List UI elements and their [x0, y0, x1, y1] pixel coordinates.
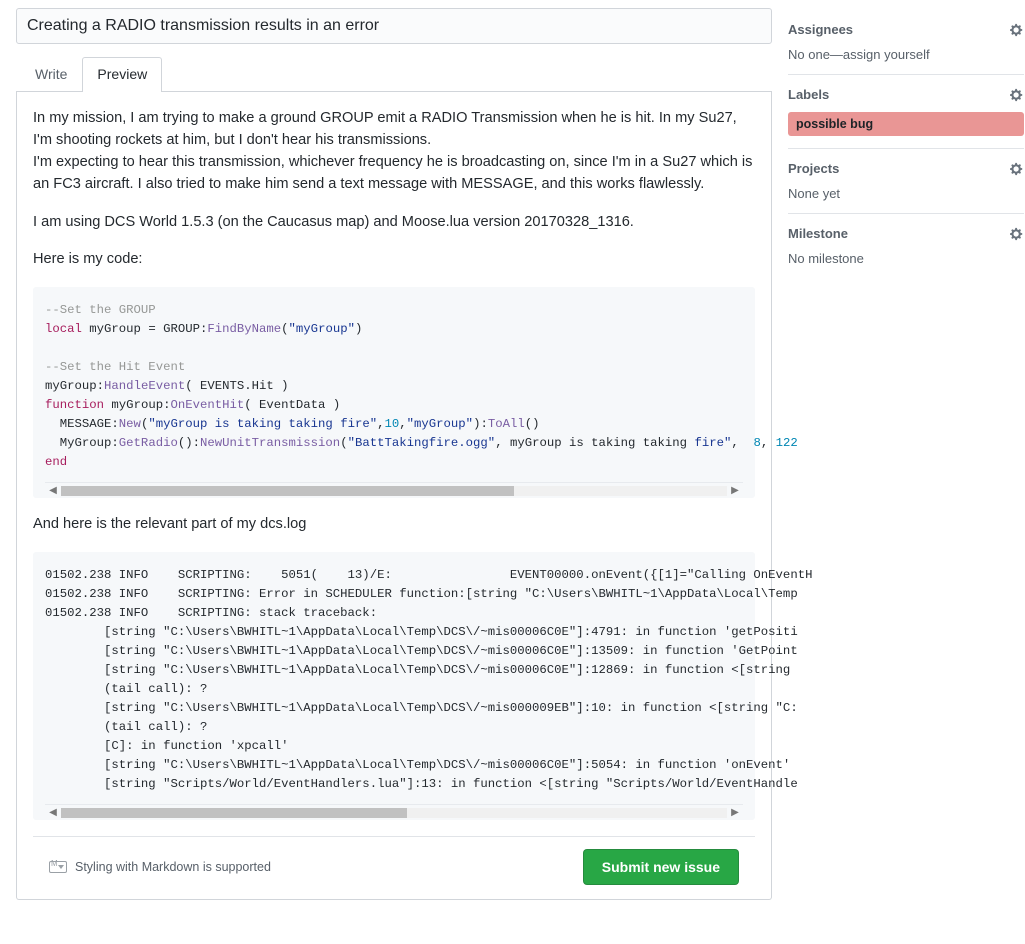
- sidebar-section-projects: [788, 161, 1024, 214]
- sidebar-projects-value: None yet: [788, 186, 841, 201]
- preview-paragraph-1: In my mission, I am trying to make a ground GROUP emit a RADIO Transmission when he is hit. In my Su27, I'm shooting rockets at him, but I don't hear his transmissions. I'm expecting to hear this transmission, whichever frequency he is broadcasting on, since I'm in a Su27 which is an FC3 aircraft. I also tried to make him send a text message with MESSAGE, and this works flawlessly.: [33, 110, 753, 192]
- issue-title-input[interactable]: [16, 8, 772, 44]
- code-lua-hscrollbar[interactable]: [45, 482, 743, 498]
- sidebar-assignees-header: [788, 22, 1024, 37]
- sidebar-section-assignees: [788, 22, 1024, 75]
- sidebar-labels-title: Labels: [788, 87, 830, 102]
- sidebar-milestone-value: No milestone: [788, 251, 864, 266]
- issue-sidebar: [788, 8, 1024, 944]
- scroll-left-icon[interactable]: ◀: [49, 484, 57, 496]
- preview-paragraph-3: Here is my code:: [33, 251, 143, 268]
- scroll-right-icon[interactable]: ▶: [731, 806, 739, 818]
- sidebar-section-labels: [788, 87, 1024, 149]
- code-block-log-content: 01502.238 INFO SCRIPTING: 5051( 13)/E: EVENT00000.onEvent({[1]="Calling OnEventH 01502.238 INFO SCRIPTING: Error in SCHEDULER function:[string "C:\Users\BWHITL~1\AppData\Local\Temp 01502.238 INFO SCRIPTING: stack traceback: [string "C:\Users\BWHITL~1\AppData\Local\Temp\DCS\/~mis00006C0E"]:4791: in function 'getPositi [string "C:\Users\BWHITL~1\AppData\Local\Temp\DCS\/~mis00006C0E"]:13509: in function 'GetPoint [string "C:\Users\BWHITL~1\AppData\Local\Temp\DCS\/~mis00006C0E"]:12869: in function <[string (tail call): ? [string "C:\Users\BWHITL~1\AppData\Local\Temp\DCS\/~mis000009EB"]:10: in function <[string "C: (tail call): ? [C]: in function 'xpcall' [string "C:\Users\BWHITL~1\AppData\Local\Temp\DCS\/~mis00006C0E"]:5054: in function 'onEvent' [string "Scripts/World/EventHandlers.lua"]:13: in function <[string "Scripts/World/EventHandle: [45, 568, 813, 792]
- sidebar-projects-header: [788, 161, 1024, 176]
- scroll-right-icon[interactable]: ▶: [731, 484, 739, 496]
- code-lua-scroll-thumb[interactable]: [61, 486, 514, 496]
- gear-icon[interactable]: [1010, 23, 1024, 37]
- code-block-log: [33, 552, 813, 820]
- sidebar-milestone-title: Milestone: [788, 226, 848, 241]
- submit-new-issue-button[interactable]: Submit new issue: [583, 849, 739, 885]
- tab-preview[interactable]: Preview: [82, 57, 162, 92]
- issue-preview-body: [16, 92, 813, 900]
- status-badge[interactable]: possible bug: [788, 112, 1024, 136]
- sidebar-labels-header: [788, 87, 1024, 102]
- editor-footer: [33, 836, 755, 899]
- code-log-hscrollbar[interactable]: [45, 804, 743, 820]
- markdown-support-note: [49, 860, 271, 874]
- preview-paragraph-4: And here is the relevant part of my dcs.log: [33, 516, 307, 533]
- sidebar-section-milestone: [788, 226, 1024, 278]
- gear-icon[interactable]: [1010, 162, 1024, 176]
- sidebar-assignees-value: No one—assign yourself: [788, 47, 930, 62]
- code-block-lua-content: --Set the GROUP local myGroup = GROUP:FindByName("myGroup") --Set the Hit Event myGroup:HandleEvent( EVENTS.Hit ) function myGroup:OnEventHit( EventData ) MESSAGE:New("myGroup is taking taking fire",10,"myGroup"):ToAll() MyGroup:GetRadio():NewUnitTransmission("BattTakingfire.ogg", myGroup is taking taking fire", 8, 122 end: [45, 303, 798, 470]
- code-log-scroll-track[interactable]: [61, 808, 727, 818]
- sidebar-projects-title: Projects: [788, 161, 840, 176]
- gear-icon[interactable]: [1010, 88, 1024, 102]
- preview-paragraph-2: I am using DCS World 1.5.3 (on the Caucasus map) and Moose.lua version 20170328_1316.: [33, 213, 634, 230]
- scroll-left-icon[interactable]: ◀: [49, 806, 57, 818]
- gear-icon[interactable]: [1010, 227, 1024, 241]
- sidebar-milestone-header: [788, 226, 1024, 241]
- tab-write[interactable]: Write: [35, 66, 68, 82]
- code-log-scroll-thumb[interactable]: [61, 808, 407, 818]
- markdown-support-text: Styling with Markdown is supported: [75, 860, 271, 875]
- editor-tabs: [16, 56, 772, 92]
- sidebar-assignees-title: Assignees: [788, 22, 854, 37]
- markdown-icon: [49, 861, 67, 873]
- code-lua-scroll-track[interactable]: [61, 486, 727, 496]
- code-block-lua: [33, 287, 798, 498]
